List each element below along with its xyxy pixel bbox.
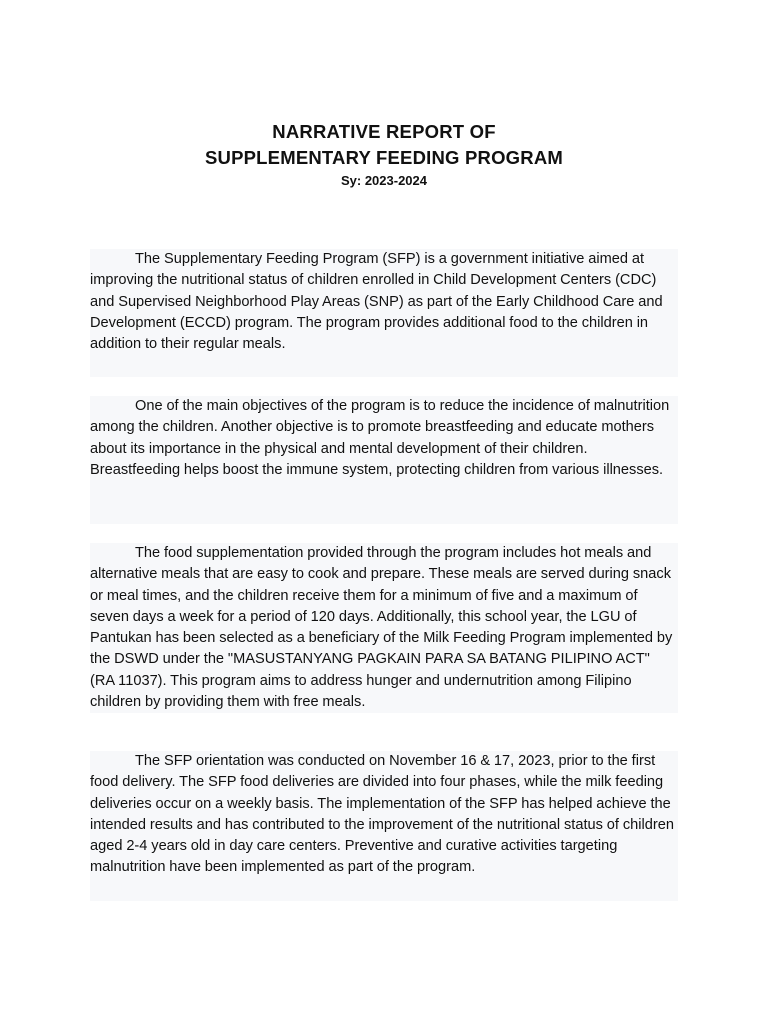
paragraph-food-supplementation: The food supplementation provided through the program includes hot meals and alternative meals that are easy to cook and prepare. These meals are served during snack or meal times, and the children receive them for a minimum of five and a maximum of seven days a week for a period of 120 days. Additionally, this school year, the LGU of Pantukan has been selected as a beneficiary of the Milk Feeding Program implemented by the DSWD under the "MASUSTANYANG PAGKAIN PARA SA BATANG PILIPINO ACT" (RA 11037). This program aims to address hunger and undernutrition among Filipino children by providing them with free meals.	[90, 543, 678, 713]
paragraph-program-objectives: One of the main objectives of the program is to reduce the incidence of malnutrition among the children. Another objective is to promote breastfeeding and educate mothers about its importance in the physical and mental development of their children. Breastfeeding helps boost the immune system, protecting children from various illnesses.	[90, 396, 678, 524]
paragraph-orientation-and-deliveries: The SFP orientation was conducted on November 16 & 17, 2023, prior to the first food delivery. The SFP food deliveries are divided into four phases, while the milk feeding deliveries occur on a weekly basis. The implementation of the SFP has helped achieve the intended results and has contributed to the improvement of the nutritional status of children aged 2-4 years old in day care centers. Preventive and curative activities targeting malnutrition have been implemented as part of the program.	[90, 751, 678, 901]
paragraph-sfp-introduction: The Supplementary Feeding Program (SFP) is a government initiative aimed at improving the nutritional status of children enrolled in Child Development Centers (CDC) and Supervised Neighborhood Play Areas (SNP) as part of the Early Childhood Care and Development (ECCD) program. The program provides additional food to the children in addition to their regular meals.	[90, 249, 678, 377]
document-title-line-1: NARRATIVE REPORT OF	[272, 121, 496, 142]
document-subtitle: Sy: 2023-2024	[340, 173, 427, 188]
document-title-line-2: SUPPLEMENTARY FEEDING PROGRAM	[204, 147, 563, 168]
